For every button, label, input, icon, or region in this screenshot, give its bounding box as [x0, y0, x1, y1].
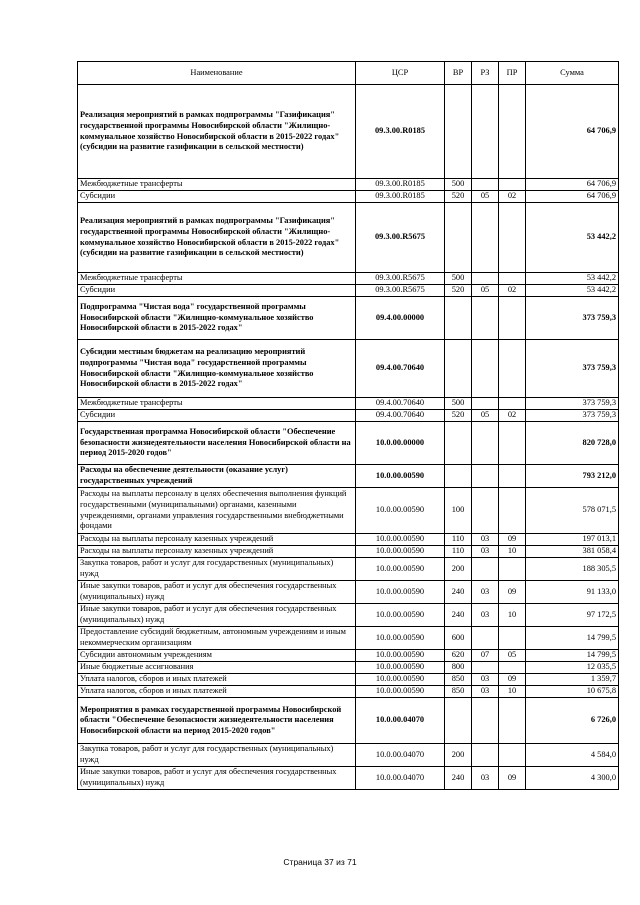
row-vr-cell: 240: [445, 767, 472, 790]
row-vr-cell: [445, 698, 472, 744]
row-name-cell: Иные закупки товаров, работ и услуг для обеспечения государственных (муниципальных) нужд: [78, 767, 356, 790]
header-pr: ПР: [499, 62, 526, 85]
table-row: [78, 297, 619, 340]
table-row: [78, 465, 619, 488]
row-rz-cell: 05: [472, 191, 499, 203]
header-row: [78, 62, 619, 85]
row-rz-cell: [472, 273, 499, 285]
row-sum-cell: 381 058,4: [526, 546, 619, 558]
table-row: [78, 203, 619, 273]
row-name-cell: Межбюджетные трансферты: [78, 398, 356, 410]
row-csr-cell: 10.0.00.04070: [356, 767, 445, 790]
row-csr-cell: 09.4.00.70640: [356, 340, 445, 398]
row-pr-cell: [499, 465, 526, 488]
row-csr-cell: 10.0.00.00000: [356, 422, 445, 465]
row-name-cell: Закупка товаров, работ и услуг для государственных (муниципальных) нужд: [78, 744, 356, 767]
row-vr-cell: 850: [445, 674, 472, 686]
row-name-cell: Субсидии: [78, 410, 356, 422]
row-sum-cell: 373 759,3: [526, 410, 619, 422]
row-sum-cell: 4 300,0: [526, 767, 619, 790]
row-csr-cell: 10.0.00.00590: [356, 534, 445, 546]
row-csr-cell: 09.4.00.00000: [356, 297, 445, 340]
row-sum-cell: 197 013,1: [526, 534, 619, 546]
table-row: [78, 340, 619, 398]
table-row: [78, 85, 619, 179]
row-pr-cell: [499, 203, 526, 273]
table-row: [78, 398, 619, 410]
row-pr-cell: [499, 422, 526, 465]
header-sum: Сумма: [526, 62, 619, 85]
row-name-cell: Иные закупки товаров, работ и услуг для обеспечения государственных (муниципальных) нужд: [78, 581, 356, 604]
row-rz-cell: [472, 422, 499, 465]
row-name-cell: Расходы на выплаты персоналу в целях обеспечения выполнения функций государственными (муниципальными) органами, казенными учреждениями, органами управления государственными внебюджетными фондами: [78, 488, 356, 534]
row-csr-cell: 10.0.00.00590: [356, 674, 445, 686]
table-row: [78, 534, 619, 546]
table-row: [78, 627, 619, 650]
row-sum-cell: 97 172,5: [526, 604, 619, 627]
row-rz-cell: [472, 340, 499, 398]
row-sum-cell: 64 706,9: [526, 179, 619, 191]
row-csr-cell: 10.0.00.00590: [356, 546, 445, 558]
row-sum-cell: 793 212,0: [526, 465, 619, 488]
row-rz-cell: [472, 744, 499, 767]
row-sum-cell: 578 071,5: [526, 488, 619, 534]
row-rz-cell: 03: [472, 767, 499, 790]
row-csr-cell: 10.0.00.00590: [356, 488, 445, 534]
row-sum-cell: 14 799,5: [526, 627, 619, 650]
row-rz-cell: 03: [472, 534, 499, 546]
row-rz-cell: 07: [472, 650, 499, 662]
row-csr-cell: 09.3.00.R0185: [356, 191, 445, 203]
row-rz-cell: 03: [472, 581, 499, 604]
row-vr-cell: [445, 465, 472, 488]
row-rz-cell: [472, 698, 499, 744]
row-name-cell: Расходы на выплаты персоналу казенных учреждений: [78, 534, 356, 546]
row-vr-cell: 500: [445, 179, 472, 191]
row-pr-cell: 02: [499, 191, 526, 203]
row-pr-cell: [499, 627, 526, 650]
row-vr-cell: 620: [445, 650, 472, 662]
row-name-cell: Субсидии местным бюджетам на реализацию мероприятий подпрограммы "Чистая вода" государственной программы Новосибирской области "Жилищно-коммунальное хозяйство Новосибирской области в 2015-2022 годах": [78, 340, 356, 398]
row-csr-cell: 10.0.00.00590: [356, 465, 445, 488]
header-name: Наименование: [78, 62, 356, 85]
row-pr-cell: [499, 273, 526, 285]
row-name-cell: Реализация мероприятий в рамках подпрограммы "Газификация" государственной программы Новосибирской области "Жилищно-коммунальное хозяйство Новосибирской области в 2015-2022 годах" (субсидии на развитие газификации в сельской местности): [78, 85, 356, 179]
header-vr: ВР: [445, 62, 472, 85]
row-name-cell: Расходы на выплаты персоналу казенных учреждений: [78, 546, 356, 558]
page-footer: Страница 37 из 71: [283, 857, 357, 867]
row-csr-cell: 09.4.00.70640: [356, 398, 445, 410]
row-csr-cell: 10.0.00.04070: [356, 698, 445, 744]
row-name-cell: Иные закупки товаров, работ и услуг для обеспечения государственных (муниципальных) нужд: [78, 604, 356, 627]
row-sum-cell: 64 706,9: [526, 191, 619, 203]
table-row: [78, 604, 619, 627]
row-vr-cell: [445, 297, 472, 340]
row-sum-cell: 53 442,2: [526, 273, 619, 285]
row-sum-cell: 1 359,7: [526, 674, 619, 686]
row-sum-cell: 12 035,5: [526, 662, 619, 674]
table-row: [78, 558, 619, 581]
row-csr-cell: 09.3.00.R5675: [356, 273, 445, 285]
row-rz-cell: [472, 627, 499, 650]
row-sum-cell: 6 726,0: [526, 698, 619, 744]
row-vr-cell: 100: [445, 488, 472, 534]
header-rz: РЗ: [472, 62, 499, 85]
row-rz-cell: 03: [472, 546, 499, 558]
row-rz-cell: [472, 558, 499, 581]
row-rz-cell: 03: [472, 674, 499, 686]
table-row: [78, 662, 619, 674]
row-name-cell: Реализация мероприятий в рамках подпрограммы "Газификация" государственной программы Новосибирской области "Жилищно-коммунальное хозяйство Новосибирской области в 2015-2022 годах" (субсидии на развитие газификации в сельской местности): [78, 203, 356, 273]
row-vr-cell: 520: [445, 285, 472, 297]
row-csr-cell: 10.0.00.00590: [356, 662, 445, 674]
row-name-cell: Мероприятия в рамках государственной программы Новосибирской области "Обеспечение безопасности жизнедеятельности населения Новосибирской области на период 2015-2020 годов": [78, 698, 356, 744]
table-row: [78, 488, 619, 534]
row-name-cell: Уплата налогов, сборов и иных платежей: [78, 686, 356, 698]
row-sum-cell: 820 728,0: [526, 422, 619, 465]
row-vr-cell: [445, 203, 472, 273]
row-csr-cell: 10.0.00.00590: [356, 558, 445, 581]
row-pr-cell: 09: [499, 767, 526, 790]
row-pr-cell: [499, 488, 526, 534]
row-rz-cell: [472, 203, 499, 273]
row-name-cell: Межбюджетные трансферты: [78, 273, 356, 285]
row-pr-cell: 10: [499, 604, 526, 627]
row-name-cell: Межбюджетные трансферты: [78, 179, 356, 191]
row-name-cell: Уплата налогов, сборов и иных платежей: [78, 674, 356, 686]
row-vr-cell: 800: [445, 662, 472, 674]
row-rz-cell: [472, 297, 499, 340]
row-csr-cell: 09.3.00.R0185: [356, 179, 445, 191]
row-name-cell: Расходы на обеспечение деятельности (оказание услуг) государственных учреждений: [78, 465, 356, 488]
row-name-cell: Субсидии: [78, 285, 356, 297]
row-vr-cell: [445, 422, 472, 465]
row-name-cell: Субсидии: [78, 191, 356, 203]
row-vr-cell: 600: [445, 627, 472, 650]
row-pr-cell: 09: [499, 674, 526, 686]
row-rz-cell: 05: [472, 285, 499, 297]
row-pr-cell: [499, 398, 526, 410]
row-sum-cell: 10 675,8: [526, 686, 619, 698]
row-vr-cell: 850: [445, 686, 472, 698]
row-csr-cell: 10.0.00.00590: [356, 627, 445, 650]
row-pr-cell: [499, 340, 526, 398]
row-rz-cell: [472, 85, 499, 179]
row-sum-cell: 14 799,5: [526, 650, 619, 662]
header-csr: ЦСР: [356, 62, 445, 85]
table-row: [78, 698, 619, 744]
row-pr-cell: [499, 85, 526, 179]
table-row: [78, 546, 619, 558]
table-row: [78, 285, 619, 297]
row-vr-cell: 520: [445, 410, 472, 422]
row-sum-cell: 91 133,0: [526, 581, 619, 604]
row-rz-cell: [472, 398, 499, 410]
row-vr-cell: 200: [445, 558, 472, 581]
table-row: [78, 179, 619, 191]
row-vr-cell: 240: [445, 581, 472, 604]
table-row: [78, 744, 619, 767]
row-pr-cell: [499, 179, 526, 191]
row-vr-cell: 110: [445, 534, 472, 546]
table-row: [78, 273, 619, 285]
row-pr-cell: 10: [499, 686, 526, 698]
row-sum-cell: 188 305,5: [526, 558, 619, 581]
row-rz-cell: [472, 488, 499, 534]
row-pr-cell: [499, 698, 526, 744]
row-csr-cell: 10.0.00.00590: [356, 686, 445, 698]
table-row: [78, 650, 619, 662]
table-row: [78, 410, 619, 422]
row-sum-cell: 53 442,2: [526, 203, 619, 273]
row-sum-cell: 4 584,0: [526, 744, 619, 767]
budget-table: [77, 61, 619, 790]
row-rz-cell: 05: [472, 410, 499, 422]
row-csr-cell: 09.3.00.R0185: [356, 85, 445, 179]
row-name-cell: Подпрограмма "Чистая вода" государственной программы Новосибирской области "Жилищно-коммунальное хозяйство Новосибирской области в 2015-2022 годах": [78, 297, 356, 340]
row-pr-cell: 05: [499, 650, 526, 662]
row-name-cell: Субсидии автономным учреждениям: [78, 650, 356, 662]
table-row: [78, 767, 619, 790]
row-vr-cell: 500: [445, 398, 472, 410]
row-csr-cell: 10.0.00.00590: [356, 581, 445, 604]
row-vr-cell: 520: [445, 191, 472, 203]
row-rz-cell: 03: [472, 604, 499, 627]
table-row: [78, 191, 619, 203]
row-pr-cell: 09: [499, 534, 526, 546]
row-csr-cell: 09.4.00.70640: [356, 410, 445, 422]
row-pr-cell: [499, 558, 526, 581]
row-csr-cell: 10.0.00.04070: [356, 744, 445, 767]
row-vr-cell: 200: [445, 744, 472, 767]
row-rz-cell: [472, 179, 499, 191]
row-sum-cell: 373 759,3: [526, 297, 619, 340]
row-pr-cell: [499, 744, 526, 767]
row-pr-cell: [499, 297, 526, 340]
row-name-cell: Предоставление субсидий бюджетным, автономным учреждениям и иным некоммерческим организациям: [78, 627, 356, 650]
row-csr-cell: 10.0.00.00590: [356, 650, 445, 662]
row-sum-cell: 53 442,2: [526, 285, 619, 297]
row-vr-cell: 110: [445, 546, 472, 558]
table-row: [78, 686, 619, 698]
row-vr-cell: 240: [445, 604, 472, 627]
row-sum-cell: 373 759,3: [526, 398, 619, 410]
table-row: [78, 674, 619, 686]
row-csr-cell: 10.0.00.00590: [356, 604, 445, 627]
row-pr-cell: 09: [499, 581, 526, 604]
row-sum-cell: 373 759,3: [526, 340, 619, 398]
table-row: [78, 581, 619, 604]
row-sum-cell: 64 706,9: [526, 85, 619, 179]
row-pr-cell: 10: [499, 546, 526, 558]
row-pr-cell: 02: [499, 285, 526, 297]
row-csr-cell: 09.3.00.R5675: [356, 285, 445, 297]
row-csr-cell: 09.3.00.R5675: [356, 203, 445, 273]
row-pr-cell: 02: [499, 410, 526, 422]
row-vr-cell: [445, 340, 472, 398]
row-pr-cell: [499, 662, 526, 674]
row-name-cell: Государственная программа Новосибирской области "Обеспечение безопасности жизнедеятельности населения Новосибирской области на период 2015-2020 годов": [78, 422, 356, 465]
row-name-cell: Иные бюджетные ассигнования: [78, 662, 356, 674]
row-vr-cell: [445, 85, 472, 179]
row-name-cell: Закупка товаров, работ и услуг для государственных (муниципальных) нужд: [78, 558, 356, 581]
row-rz-cell: [472, 465, 499, 488]
row-rz-cell: [472, 662, 499, 674]
row-rz-cell: 03: [472, 686, 499, 698]
row-vr-cell: 500: [445, 273, 472, 285]
table-row: [78, 422, 619, 465]
